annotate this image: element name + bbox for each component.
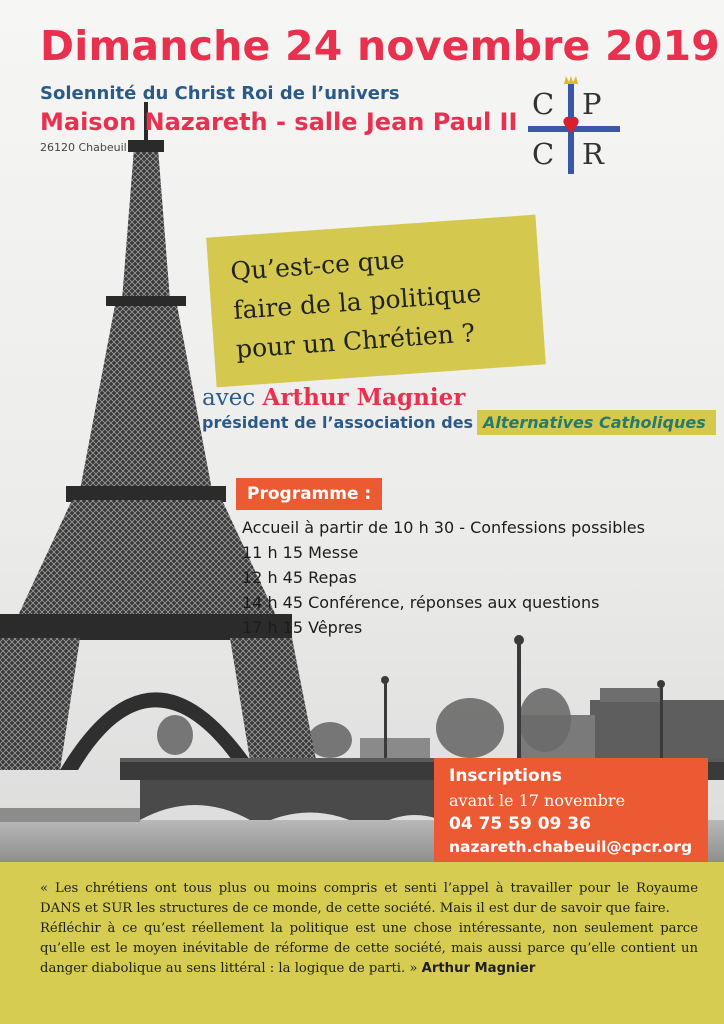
- quote-author: Arthur Magnier: [421, 961, 536, 976]
- logo-letter: R: [582, 137, 604, 171]
- question-box: [206, 215, 546, 388]
- inscriptions-box: [434, 758, 708, 868]
- programme-item: 17 h 15 Vêpres: [242, 618, 363, 637]
- event-subtitle: Solennité du Christ Roi de l’univers: [40, 83, 400, 104]
- question-line: Qu’est-ce que: [229, 244, 406, 287]
- event-date-title: Dimanche 24 novembre 2019: [40, 22, 720, 70]
- question-line: faire de la politique: [232, 278, 483, 325]
- programme-item: Accueil à partir de 10 h 30 - Confessions possibles: [242, 518, 645, 537]
- programme-list: [242, 515, 645, 640]
- crown-icon: [564, 76, 578, 84]
- quote-band: [0, 862, 724, 1024]
- speaker-name: Arthur Magnier: [262, 384, 466, 411]
- quote-paragraph: [40, 919, 698, 979]
- logo-letter: P: [582, 87, 602, 121]
- cpcr-logo: [528, 76, 620, 174]
- programme-item: 11 h 15 Messe: [242, 543, 359, 562]
- event-venue: Maison Nazareth - salle Jean Paul II: [40, 108, 518, 136]
- speaker-role: président de l’association des: [202, 413, 474, 432]
- inscriptions-email: nazareth.chabeuil@cpcr.org: [449, 838, 693, 856]
- quote-text: [40, 879, 698, 979]
- programme-item: 12 h 45 Repas: [242, 568, 357, 587]
- logo-letter: C: [532, 137, 555, 171]
- inscriptions-phone: 04 75 59 09 36: [449, 814, 591, 834]
- inscriptions-deadline: avant le 17 novembre: [449, 791, 626, 810]
- question-line: pour un Chrétien ?: [235, 318, 476, 364]
- inscriptions-title: Inscriptions: [449, 766, 562, 786]
- speaker-prefix: avec: [202, 385, 256, 411]
- quote-paragraph-text: Réfléchir à ce qu’est réellement la politique est une chose intéressante, non seulement parce qu’elle est le moyen inévitable de réforme de cette société, mais aussi parce qu’elle contient un danger diabolique au sens littéral : la logique de parti. »: [40, 921, 698, 976]
- event-city: 26120 Chabeuil: [40, 141, 127, 154]
- logo-letter: C: [532, 87, 555, 121]
- programme-item: 14 h 45 Conférence, réponses aux questions: [242, 593, 600, 612]
- quote-paragraph: « Les chrétiens ont tous plus ou moins compris et senti l’appel à travailler pour le Royaume DANS et SUR les structures de ce monde, de cette société. Mais il est dur de savoir que faire.: [40, 881, 698, 916]
- speaker-line: [202, 384, 465, 411]
- programme-label: Programme :: [236, 478, 382, 510]
- speaker-association: Alternatives Catholiques: [477, 410, 716, 435]
